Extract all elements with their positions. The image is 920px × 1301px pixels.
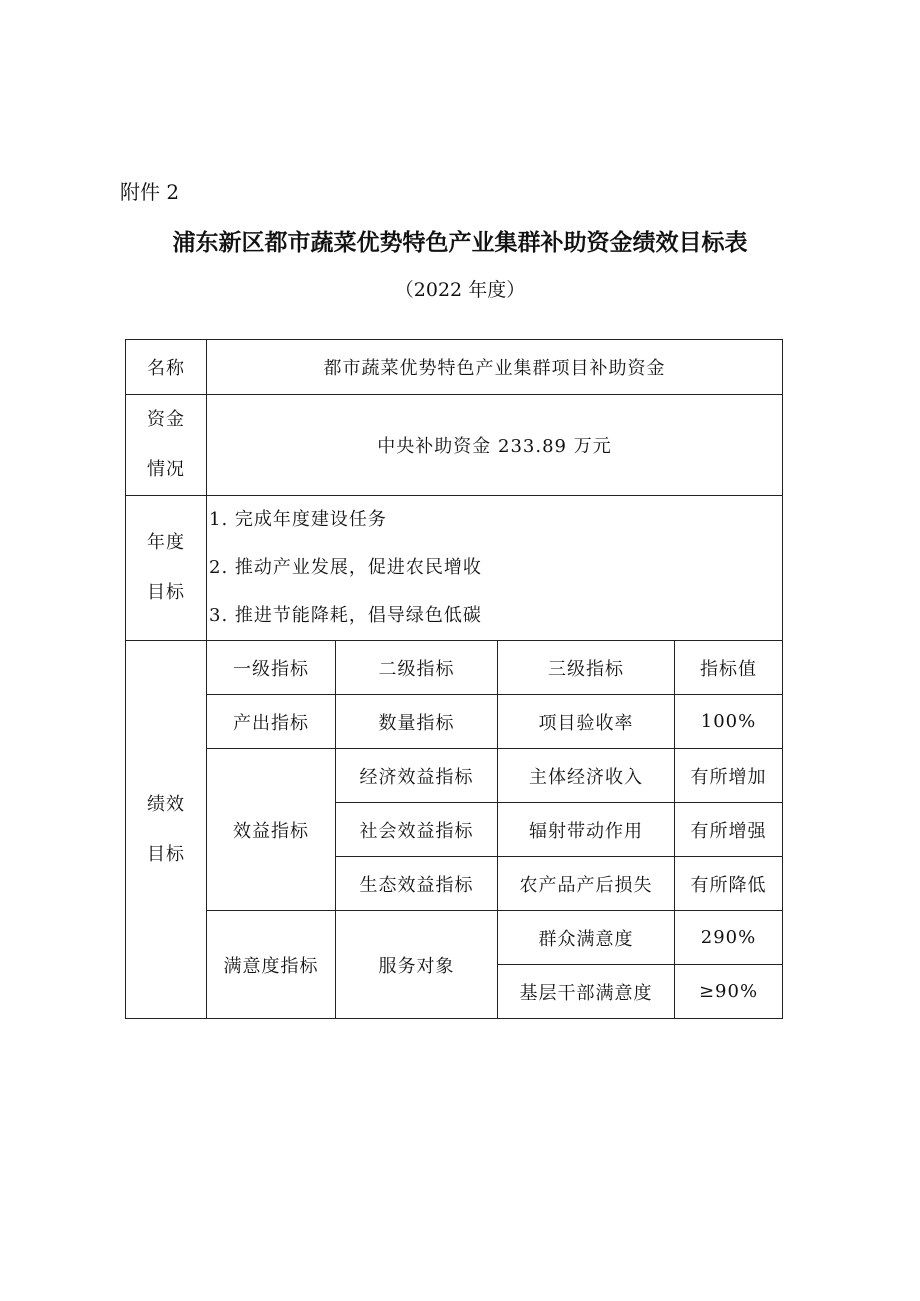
- output-level2: 数量指标: [336, 695, 498, 749]
- attachment-label: 附件 2: [120, 180, 180, 204]
- year-label: （2022 年度）: [394, 279, 526, 301]
- performance-table: [125, 339, 783, 1019]
- benefit-level2: 社会效益指标: [336, 803, 498, 857]
- goals-label: 年度 目标: [126, 496, 207, 641]
- output-level3: 项目验收率: [498, 695, 675, 749]
- benefit-level1: 效益指标: [207, 749, 336, 911]
- name-value: 都市蔬菜优势特色产业集群项目补助资金: [207, 340, 783, 395]
- header-value: 指标值: [675, 641, 783, 695]
- goal-item: 2. 推动产业发展，促进农民增收: [209, 557, 482, 578]
- goal-item: 3. 推进节能降耗，倡导绿色低碳: [209, 605, 482, 626]
- satisfaction-level2: 服务对象: [336, 911, 498, 1019]
- output-level1: 产出指标: [207, 695, 336, 749]
- satisfaction-level3: 群众满意度: [498, 911, 675, 965]
- satisfaction-value: ≥90%: [675, 965, 783, 1019]
- satisfaction-level1: 满意度指标: [207, 911, 336, 1019]
- header-level3: 三级指标: [498, 641, 675, 695]
- benefit-value: 有所增加: [675, 749, 783, 803]
- funds-label: 资金 情况: [126, 395, 207, 496]
- benefit-level2: 生态效益指标: [336, 857, 498, 911]
- satisfaction-value: 290%: [675, 911, 783, 965]
- funds-value: 中央补助资金 233.89 万元: [207, 395, 783, 496]
- goals-list: [207, 496, 783, 641]
- benefit-level3: 农产品产后损失: [498, 857, 675, 911]
- benefit-level3: 主体经济收入: [498, 749, 675, 803]
- satisfaction-level3: 基层干部满意度: [498, 965, 675, 1019]
- document-title: 浦东新区都市蔬菜优势特色产业集群补助资金绩效目标表: [172, 230, 748, 256]
- header-level2: 二级指标: [336, 641, 498, 695]
- benefit-value: 有所降低: [675, 857, 783, 911]
- benefit-level2: 经济效益指标: [336, 749, 498, 803]
- name-label: 名称: [126, 340, 207, 395]
- header-level1: 一级指标: [207, 641, 336, 695]
- benefit-level3: 辐射带动作用: [498, 803, 675, 857]
- performance-label: 绩效 目标: [126, 641, 207, 1019]
- output-value: 100%: [675, 695, 783, 749]
- benefit-value: 有所增强: [675, 803, 783, 857]
- goal-item: 1. 完成年度建设任务: [209, 509, 387, 530]
